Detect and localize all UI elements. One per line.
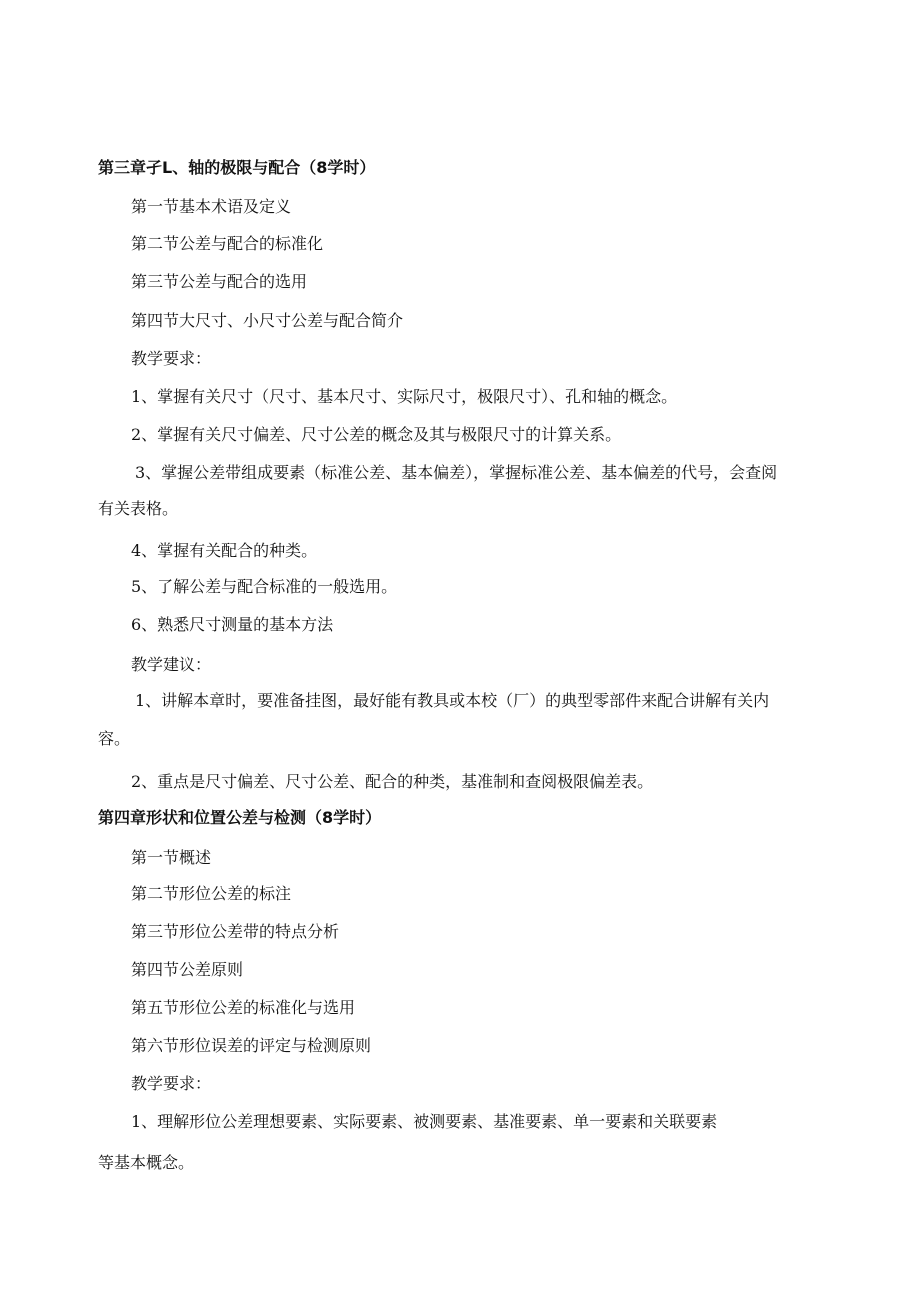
requirement-item: 1、掌握有关尺寸（尺寸、基本尺寸、实际尺寸，极限尺寸）、孔和轴的概念。	[131, 387, 678, 406]
suggestion-item: 2、重点是尺寸偏差、尺寸公差、配合的种类，基准制和查阅极限偏差表。	[131, 772, 654, 791]
section-item: 第二节形位公差的标注	[131, 884, 292, 903]
section-item: 第四节公差原则	[131, 960, 244, 979]
teaching-requirements-heading: 教学要求：	[131, 349, 212, 368]
section-item: 第三节公差与配合的选用	[131, 272, 308, 291]
requirement-item: 5、了解公差与配合标准的一般选用。	[131, 577, 398, 596]
section-item: 第六节形位误差的评定与检测原则	[131, 1036, 372, 1055]
requirement-item: 4、掌握有关配合的种类。	[131, 541, 318, 560]
section-item: 第二节公差与配合的标准化	[131, 234, 324, 253]
chapter-4-title: 第四章形状和位置公差与检测（8学时）	[98, 808, 382, 827]
section-item: 第一节基本术语及定义	[131, 197, 292, 216]
requirement-item: 1、理解形位公差理想要素、实际要素、被测要素、基准要素、单一要素和关联要素	[131, 1112, 718, 1131]
section-item: 第三节形位公差带的特点分析	[131, 922, 340, 941]
requirement-item-continued: 有关表格。	[98, 499, 179, 518]
section-item: 第一节概述	[131, 848, 212, 867]
teaching-suggestions-heading: 教学建议：	[131, 655, 212, 674]
section-item: 第四节大尺寸、小尺寸公差与配合简介	[131, 311, 404, 330]
requirement-item: 2、掌握有关尺寸偏差、尺寸公差的概念及其与极限尺寸的计算关系。	[131, 425, 622, 444]
requirement-item: 6、熟悉尺寸测量的基本方法	[131, 615, 334, 634]
section-item: 第五节形位公差的标准化与选用	[131, 998, 356, 1017]
requirement-item-continued: 等基本概念。	[98, 1153, 195, 1172]
chapter-3-title: 第三章孑L、轴的极限与配合（8学时）	[98, 158, 376, 177]
teaching-requirements-heading: 教学要求：	[131, 1074, 212, 1093]
requirement-item: 3、掌握公差带组成要素（标准公差、基本偏差），掌握标准公差、基本偏差的代号，会查阅	[135, 463, 778, 482]
suggestion-item: 1、讲解本章时，要准备挂图，最好能有教具或本校（厂）的典型零部件来配合讲解有关内	[135, 691, 770, 710]
suggestion-item-continued: 容。	[98, 729, 131, 748]
